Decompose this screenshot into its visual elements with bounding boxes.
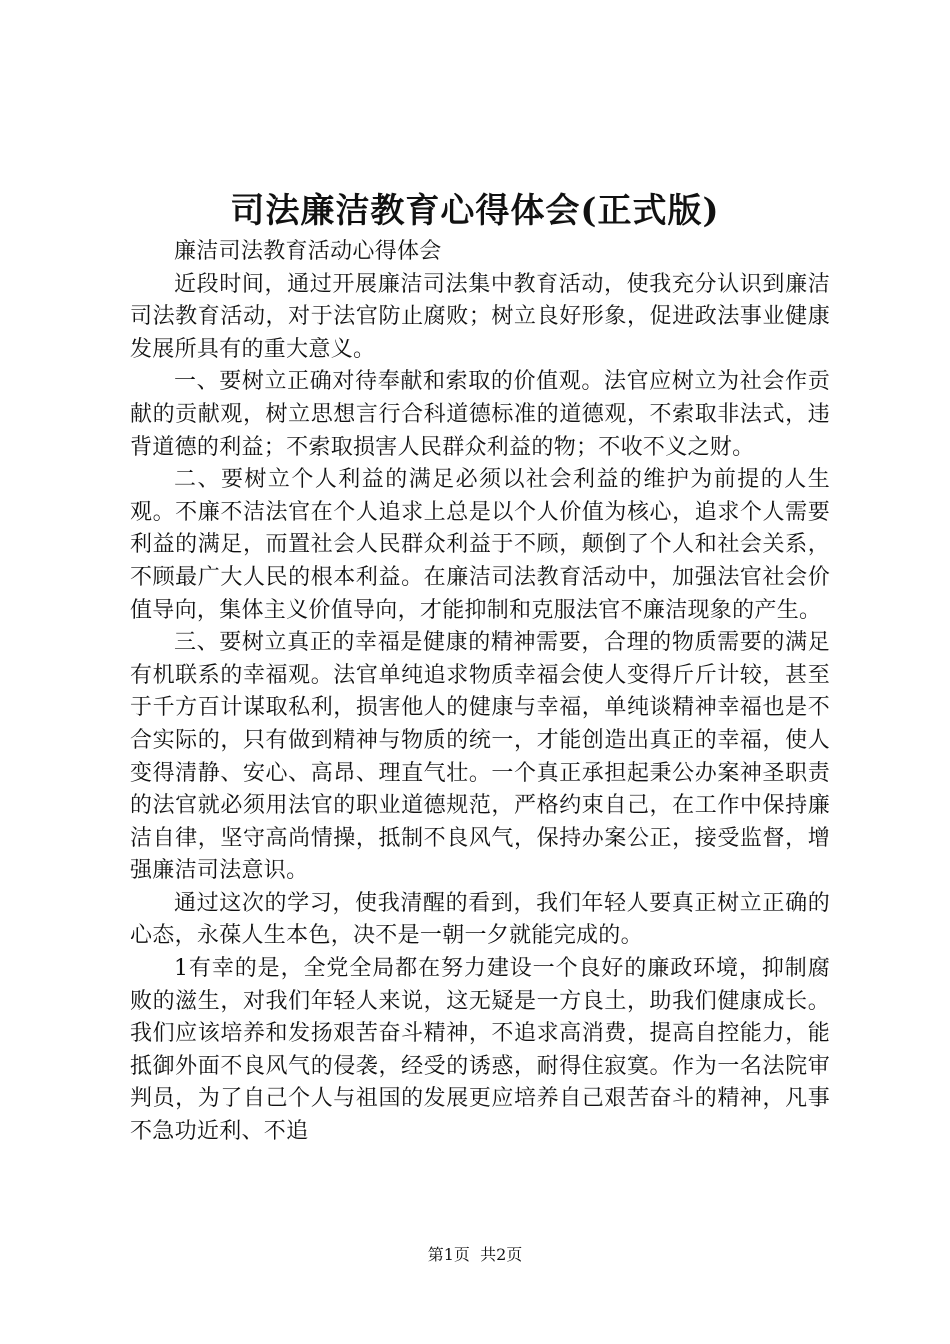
paragraph-reflection: 通过这次的学习，使我清醒的看到，我们年轻人要真正树立正确的心态，永葆人生本色，决不是一朝一夕就能完成的。 bbox=[130, 890, 830, 949]
paragraph-point-two: 二、要树立个人利益的满足必须以社会利益的维护为前提的人生观。不廉不洁法官在个人追求上总是以个人价值为核心，追求个人需要利益的满足，而置社会人民群众利益于不顾，颠倒了个人和社会关系，不顾最广大人民的根本利益。在廉洁司法教育活动中，加强法官社会价值导向，集体主义价值导向，才能抑制和克服法官不廉洁现象的产生。 bbox=[130, 467, 830, 623]
page-footer bbox=[0, 1244, 950, 1266]
page-number-label: 第1页 共2页 bbox=[427, 1245, 523, 1264]
document-title: 司法廉洁教育心得体会(正式版) bbox=[230, 191, 720, 231]
paragraph-continuation: 1有幸的是，全党全局都在努力建设一个良好的廉政环境，抑制腐败的滋生，对我们年轻人来说，这无疑是一方良土，助我们健康成长。我们应该培养和发扬艰苦奋斗精神，不追求高消费，提高自控能力，能抵御外面不良风气的侵袭，经受的诱惑，耐得住寂寞。作为一名法院审判员，为了自己个人与祖国的发展更应培养自己艰苦奋斗的精神，凡事不急功近利、不追 bbox=[130, 956, 830, 1145]
paragraph-intro: 近段时间，通过开展廉洁司法集中教育活动，使我充分认识到廉洁司法教育活动，对于法官防止腐败；树立良好形象，促进政法事业健康发展所具有的重大意义。 bbox=[130, 271, 830, 362]
paragraph-subtitle: 廉洁司法教育活动心得体会 bbox=[174, 239, 442, 264]
paragraph-point-three: 三、要树立真正的幸福是健康的精神需要，合理的物质需要的满足有机联系的幸福观。法官单纯追求物质幸福会使人变得斤斤计较，甚至于千方百计谋取私利，损害他人的健康与幸福，单纯谈精神幸福也是不合实际的，只有做到精神与物质的统一，才能创造出真正的幸福，使人变得清静、安心、高昂、理直气壮。一个真正承担起秉公办案神圣职责的法官就必须用法官的职业道德规范，严格约束自己，在工作中保持廉洁自律，坚守高尚情操，抵制不良风气，保持办案公正，接受监督，增强廉洁司法意识。 bbox=[130, 630, 830, 884]
paragraph-point-one: 一、要树立正确对待奉献和索取的价值观。法官应树立为社会作贡献的贡献观，树立思想言行合科道德标准的道德观，不索取非法式，违背道德的利益；不索取损害人民群众利益的物；不收不义之财。 bbox=[130, 369, 830, 460]
document-body bbox=[130, 236, 830, 1149]
